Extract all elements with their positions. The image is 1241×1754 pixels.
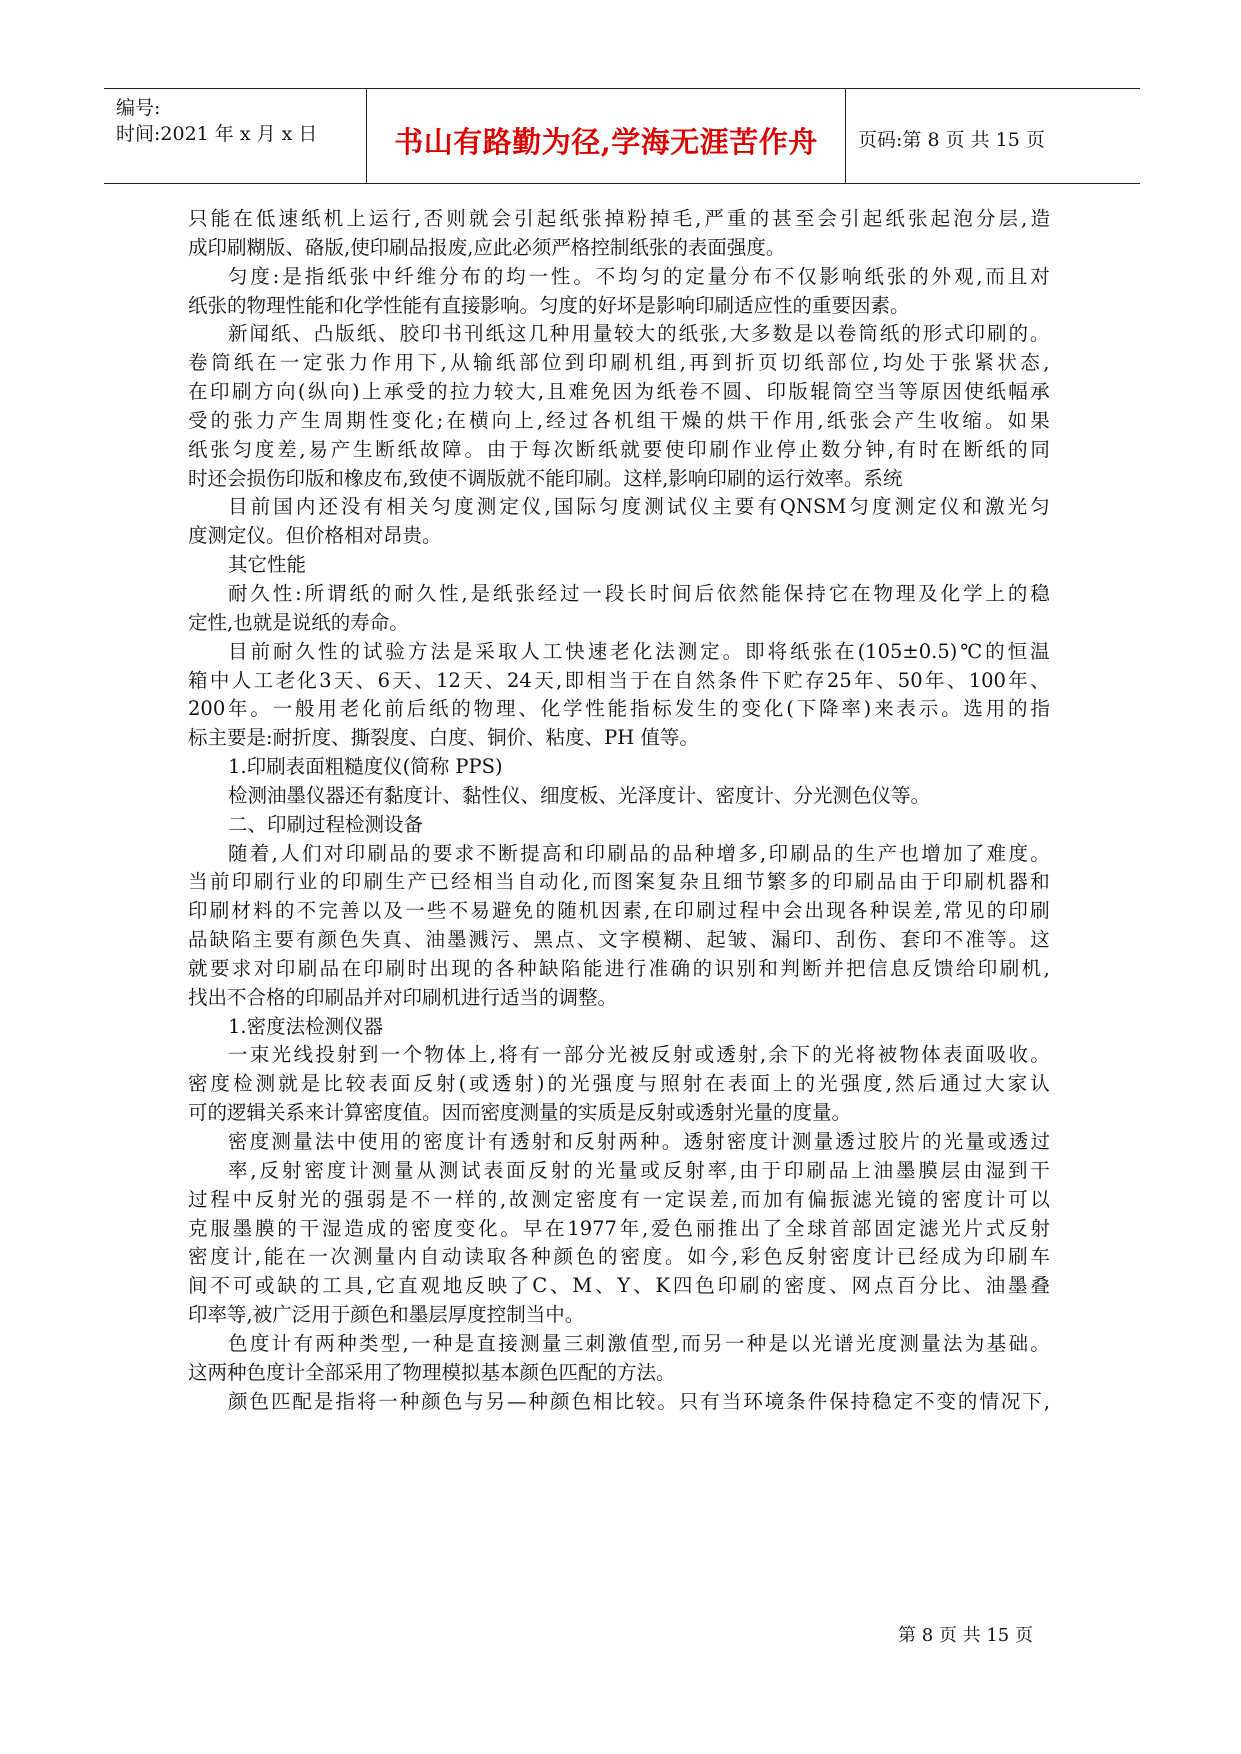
text-line: 卷 筒 纸 在 一 定 张 力 作 用 下 , 从 输 纸 部 位 到 印 刷 机 组 , 再 到 折 页 切 纸 部 位 , 均 处 于 张 紧 状 态 , (188, 351, 1050, 375)
serial-label: 编号: (116, 97, 161, 119)
text-line: 当 前 印 刷 行 业 的 印 刷 生 产 已 经 相 当 自 动 化 , 而 图 案 复 杂 且 细 节 繁 多 的 印 刷 品 由 于 印 刷 机 器 和 (188, 870, 1050, 894)
text-line: 标主要是:耐折度、撕裂度、白度、铜价、粘度、PH 值等。 (188, 726, 699, 750)
text-line: 就 要 求 对 印 刷 品 在 印 刷 时 出 现 的 各 种 缺 陷 能 进 行 准 确 的 识 别 和 判 断 并 把 信 息 反 馈 给 印 刷 机 , (188, 956, 1050, 980)
time-label: 时间:2021 年 x 月 x 日 (116, 123, 318, 145)
text-line: 过 程 中 反 射 光 的 强 弱 是 不 一 样 的 , 故 测 定 密 度 有 一 定 误 差 , 而 加 有 偏 振 滤 光 镜 的 密 度 计 可 以 (188, 1187, 1050, 1211)
text-line: 克 服 墨 膜 的 干 湿 造 成 的 密 度 变 化 。 早 在 1977 年 , 爱 色 丽 推 出 了 全 球 首 部 固 定 滤 光 片 式 反 射 (188, 1216, 1050, 1240)
text-line: 一 束 光 线 投 射 到 一 个 物 体 上 , 将 有 一 部 分 光 被 反 射 或 透 射 , 余 下 的 光 将 被 物 体 表 面 吸 收 。 (228, 1043, 1050, 1067)
text-line: 纸张的物理性能和化学性能有直接影响。匀度的好坏是影响印刷适应性的重要因素。 (188, 293, 910, 317)
header-page-cell (846, 89, 1140, 183)
text-line: 匀 度 : 是 指 纸 张 中 纤 维 分 布 的 均 一 性 。 不 均 匀 的 定 量 分 布 不 仅 影 响 纸 张 的 外 观 , 而 且 对 (228, 264, 1050, 288)
text-line: 二、印刷过程检测设备 (228, 812, 424, 836)
text-line: 只 能 在 低 速 纸 机 上 运 行 , 否 则 就 会 引 起 纸 张 掉 粉 掉 毛 , 严 重 的 甚 至 会 引 起 纸 张 起 泡 分 层 , 造 (188, 207, 1050, 230)
text-line: 在 印 刷 方 向 ( 纵 向 ) 上 承 受 的 拉 力 较 大 , 且 难 免 因 为 纸 卷 不 圆 、 印 版 辊 筒 空 当 等 原 因 使 纸 幅 承 (188, 380, 1050, 404)
text-line: 率 , 反 射 密 度 计 测 量 从 测 试 表 面 反 射 的 光 量 或 反 射 率 , 由 于 印 刷 品 上 油 墨 膜 层 由 湿 到 干 (228, 1158, 1050, 1182)
text-line: 受 的 张 力 产 生 周 期 性 变 化 ; 在 横 向 上 , 经 过 各 机 组 干 燥 的 烘 干 作 用 , 纸 张 会 产 生 收 缩 。 如 果 (188, 408, 1050, 432)
text-line: 定性,也就是说纸的寿命。 (188, 610, 409, 634)
text-line: 度测定仪。但价格相对昂贵。 (188, 524, 442, 548)
header-info-cell (104, 89, 367, 183)
text-line: 检测油墨仪器还有黏度计、黏性仪、细度板、光泽度计、密度计、分光测色仪等。 (228, 783, 931, 807)
text-line: 密 度 测 量 法 中 使 用 的 密 度 计 有 透 射 和 反 射 两 种 。 透 射 密 度 计 测 量 透 过 胶 片 的 光 量 或 透 过 (228, 1130, 1050, 1153)
text-line: 密 度 计 , 能 在 一 次 测 量 内 自 动 读 取 各 种 颜 色 的 密 度 。 如 今 , 彩 色 反 射 密 度 计 已 经 成 为 印 刷 车 (188, 1245, 1050, 1269)
text-line: 成印刷糊版、硌版,使印刷品报废,应此必须严格控制纸张的表面强度。 (188, 235, 786, 259)
text-line: 印率等,被广泛用于颜色和墨层厚度控制当中。 (188, 1303, 585, 1327)
text-line: 1.密度法检测仪器 (228, 1014, 384, 1038)
header-motto-cell (367, 89, 846, 183)
text-line: 200 年 。 一 般 用 老 化 前 后 纸 的 物 理 、 化 学 性 能 指 标 发 生 的 变 化 ( 下 降 率 ) 来 表 示 。 选 用 的 指 (188, 697, 1050, 721)
document-body (188, 205, 1050, 1416)
page-header (104, 88, 1140, 184)
text-line: 纸 张 匀 度 差 , 易 产 生 断 纸 故 障 。 由 于 每 次 断 纸 就 要 使 印 刷 作 业 停 止 数 分 钟 , 有 时 在 断 纸 的 同 (188, 437, 1050, 461)
motto-text: 书山有路勤为径,学海无涯苦作舟 (394, 125, 818, 159)
text-line: 耐 久 性 : 所 谓 纸 的 耐 久 性 , 是 纸 张 经 过 一 段 长 时 间 后 依 然 能 保 持 它 在 物 理 及 化 学 上 的 稳 (228, 581, 1050, 605)
header-page-info: 页码:第 8 页 共 15 页 (858, 129, 1045, 151)
page-footer: 第 8 页 共 15 页 (898, 1625, 1033, 1646)
text-line: 其它性能 (228, 553, 307, 577)
text-line: 找出不合格的印刷品并对印刷机进行适当的调整。 (188, 985, 618, 1009)
text-line: 密 度 检 测 就 是 比 较 表 面 反 射 ( 或 透 射 ) 的 光 强 度 与 照 射 在 表 面 上 的 光 强 度 , 然 后 通 过 大 家 认 (188, 1072, 1050, 1096)
text-line: 颜 色 匹 配 是 指 将 一 种 颜 色 与 另 — 种 颜 色 相 比 较 。 只 有 当 环 境 条 件 保 持 稳 定 不 变 的 情 况 下 , (228, 1389, 1050, 1413)
text-line: 目 前 国 内 还 没 有 相 关 匀 度 测 定 仪 , 国 际 匀 度 测 试 仪 主 要 有 QNSM 匀 度 测 定 仪 和 激 光 匀 (228, 495, 1050, 519)
text-line: 箱 中 人 工 老 化 3 天 、 6 天 、 12 天 、 24 天 , 即 相 当 于 在 自 然 条 件 下 贮 存 25 年 、 50 年 、 100 年 、 (188, 668, 1050, 692)
text-line: 1.印刷表面粗糙度仪(简称 PPS) (228, 755, 503, 779)
text-line: 可的逻辑关系来计算密度值。因而密度测量的实质是反射或透射光量的度量。 (188, 1101, 852, 1125)
text-line: 这两种色度计全部采用了物理模拟基本颜色匹配的方法。 (188, 1360, 676, 1384)
text-line: 随 着 , 人 们 对 印 刷 品 的 要 求 不 断 提 高 和 印 刷 品 的 品 种 增 多 , 印 刷 品 的 生 产 也 增 加 了 难 度 。 (228, 841, 1050, 865)
text-line: 目 前 耐 久 性 的 试 验 方 法 是 采 取 人 工 快 速 老 化 法 测 定 。 即 将 纸 张 在 (105±0.5) ℃ 的 恒 温 (228, 639, 1050, 663)
text-line: 时还会损伤印版和橡皮布,致使不调版就不能印刷。这样,影响印刷的运行效率。系统 (188, 466, 903, 490)
text-line: 色 度 计 有 两 种 类 型 , 一 种 是 直 接 测 量 三 刺 激 值 型 , 而 另 一 种 是 以 光 谱 光 度 测 量 法 为 基 础 。 (228, 1331, 1050, 1355)
text-line: 印 刷 材 料 的 不 完 善 以 及 一 些 不 易 避 免 的 随 机 因 素 , 在 印 刷 过 程 中 会 出 现 各 种 误 差 , 常 见 的 印 刷 (188, 899, 1050, 923)
text-line: 新 闻 纸 、 凸 版 纸 、 胶 印 书 刊 纸 这 几 种 用 量 较 大 的 纸 张 , 大 多 数 是 以 卷 筒 纸 的 形 式 印 刷 的 。 (228, 322, 1050, 346)
text-line: 品 缺 陷 主 要 有 颜 色 失 真 、 油 墨 溅 污 、 黑 点 、 文 字 模 糊 、 起 皱 、 漏 印 、 刮 伤 、 套 印 不 准 等 。 这 (188, 928, 1050, 952)
text-line: 间 不 可 或 缺 的 工 具 , 它 直 观 地 反 映 了 C 、 M 、 Y 、 K 四 色 印 刷 的 密 度 、 网 点 百 分 比 、 油 墨 叠 (188, 1274, 1050, 1298)
